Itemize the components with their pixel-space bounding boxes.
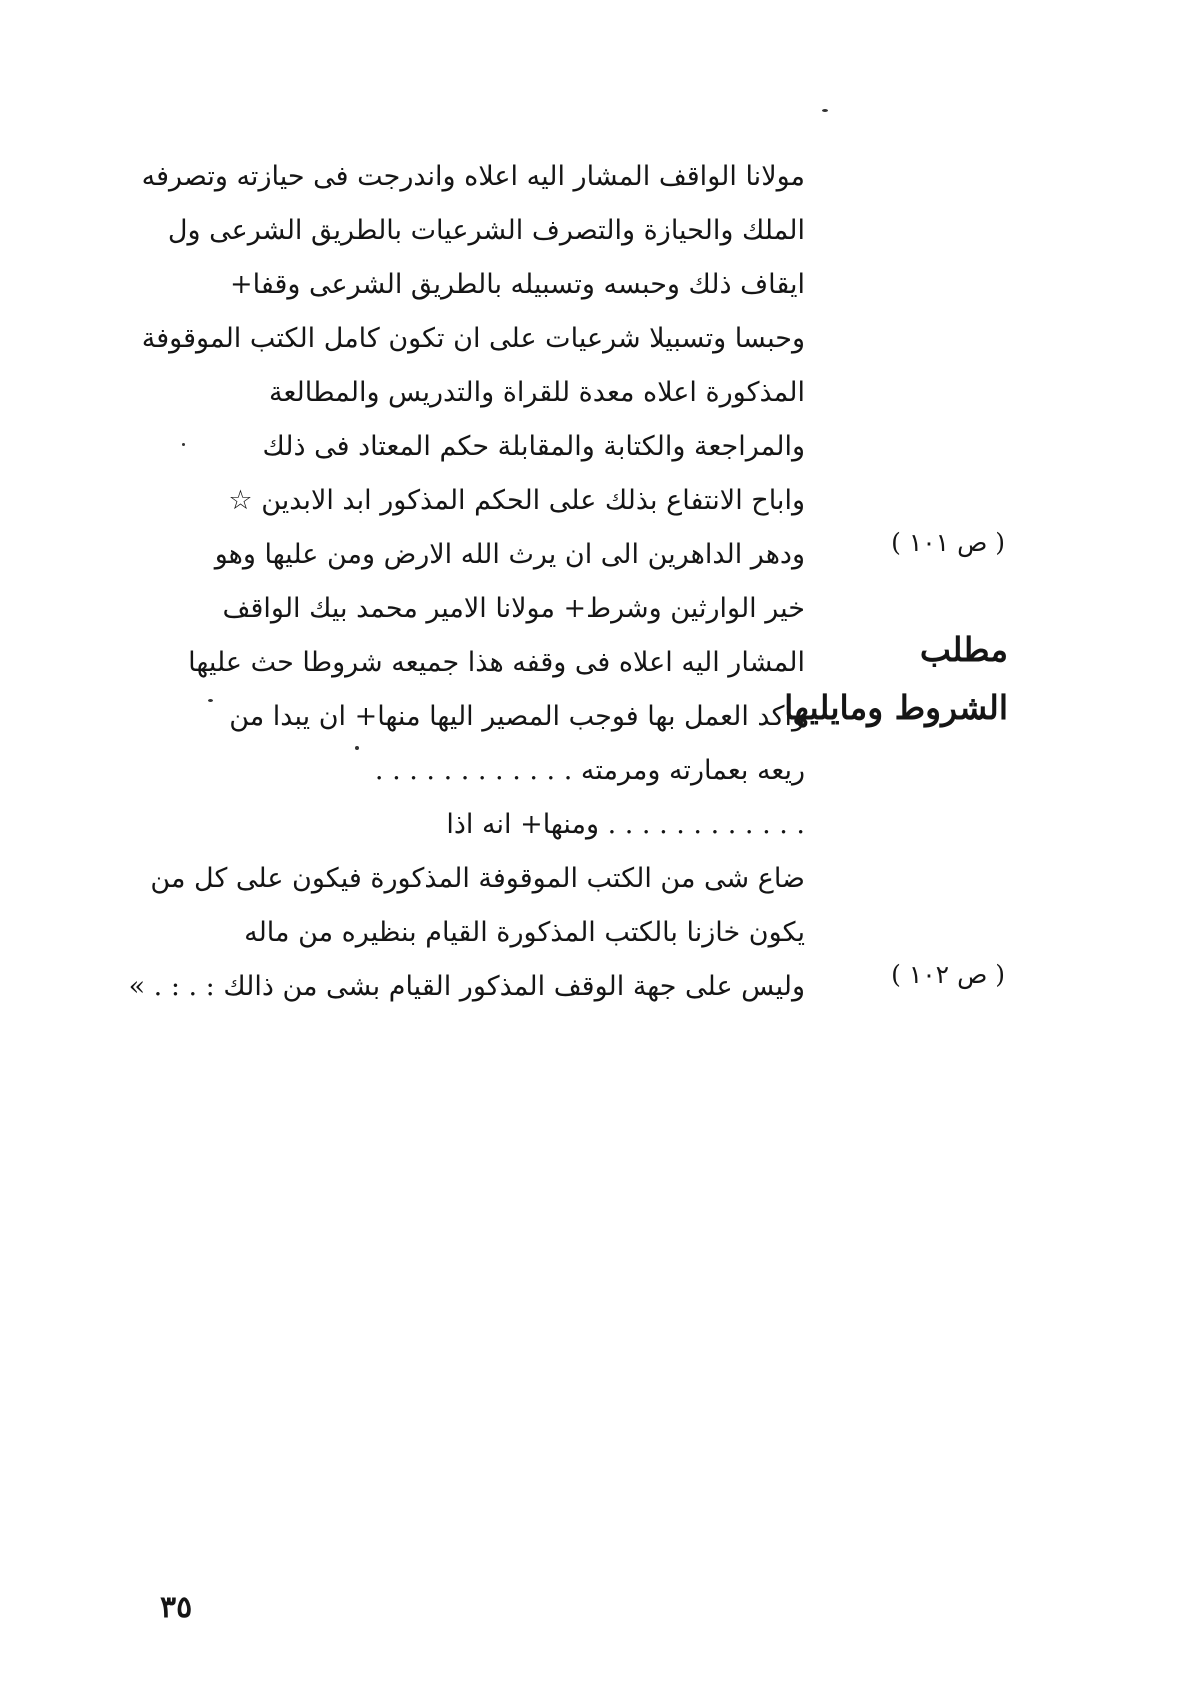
text-line-14: ضاع شى من الكتب الموقوفة المذكورة فيكون على كل من [150, 863, 805, 894]
stray-mark [182, 443, 185, 446]
stray-mark [822, 109, 828, 112]
text-line-15: يكون خازنا بالكتب المذكورة القيام بنظيره من ماله [244, 917, 805, 948]
text-line-11: واكد العمل بها فوجب المصير اليها منها+ ان يبدا من [229, 701, 805, 732]
text-line-3: ايقاف ذلك وحبسه وتسبيله بالطريق الشرعى وقفا+ [229, 269, 805, 300]
text-line-4: وحبسا وتسبيلا شرعيات على ان تكون كامل الكتب الموقوفة [141, 323, 805, 354]
text-line-8: ودهر الداهرين الى ان يرث الله الارض ومن عليها وهو [214, 539, 805, 570]
stray-mark [208, 699, 213, 702]
text-line-16: وليس على جهة الوقف المذكور القيام بشى من ذالك : . : . » [128, 971, 805, 1002]
text-line-9: خير الوارثين وشرط+ مولانا الامير محمد بيك الواقف [222, 593, 805, 624]
text-line-1: مولانا الواقف المشار اليه اعلاه واندرجت فى حيازته وتصرفه [141, 161, 805, 192]
text-line-2: الملك والحيازة والتصرف الشرعيات بالطريق الشرعى ول [167, 215, 805, 246]
page-reference-102: ( ص ١٠٢ ) [891, 960, 1005, 989]
page-number: ٣٥ [160, 1590, 193, 1625]
stray-mark [355, 746, 359, 750]
text-line-6: والمراجعة والكتابة والمقابلة حكم المعتاد فى ذلك [262, 431, 805, 462]
text-line-13: . . . . . . . . . . . . ومنها+ انه اذا [446, 809, 805, 840]
text-line-12: ريعه بعمارته ومرمته . . . . . . . . . . . . [374, 755, 805, 786]
text-line-5: المذكورة اعلاه معدة للقراة والتدريس والمطالعة [269, 377, 805, 408]
text-line-10: المشار اليه اعلاه فى وقفه هذا جميعه شروطا حث عليها [188, 647, 805, 678]
page-reference-101: ( ص ١٠١ ) [891, 528, 1005, 557]
margin-heading-title: مطلب [919, 630, 1008, 669]
body-text [128, 150, 805, 1014]
text-line-7: واباح الانتفاع بذلك على الحكم المذكور ابد الابدين ☆ [228, 485, 805, 516]
margin-heading-subtitle: الشروط ومايليها [784, 688, 1008, 727]
